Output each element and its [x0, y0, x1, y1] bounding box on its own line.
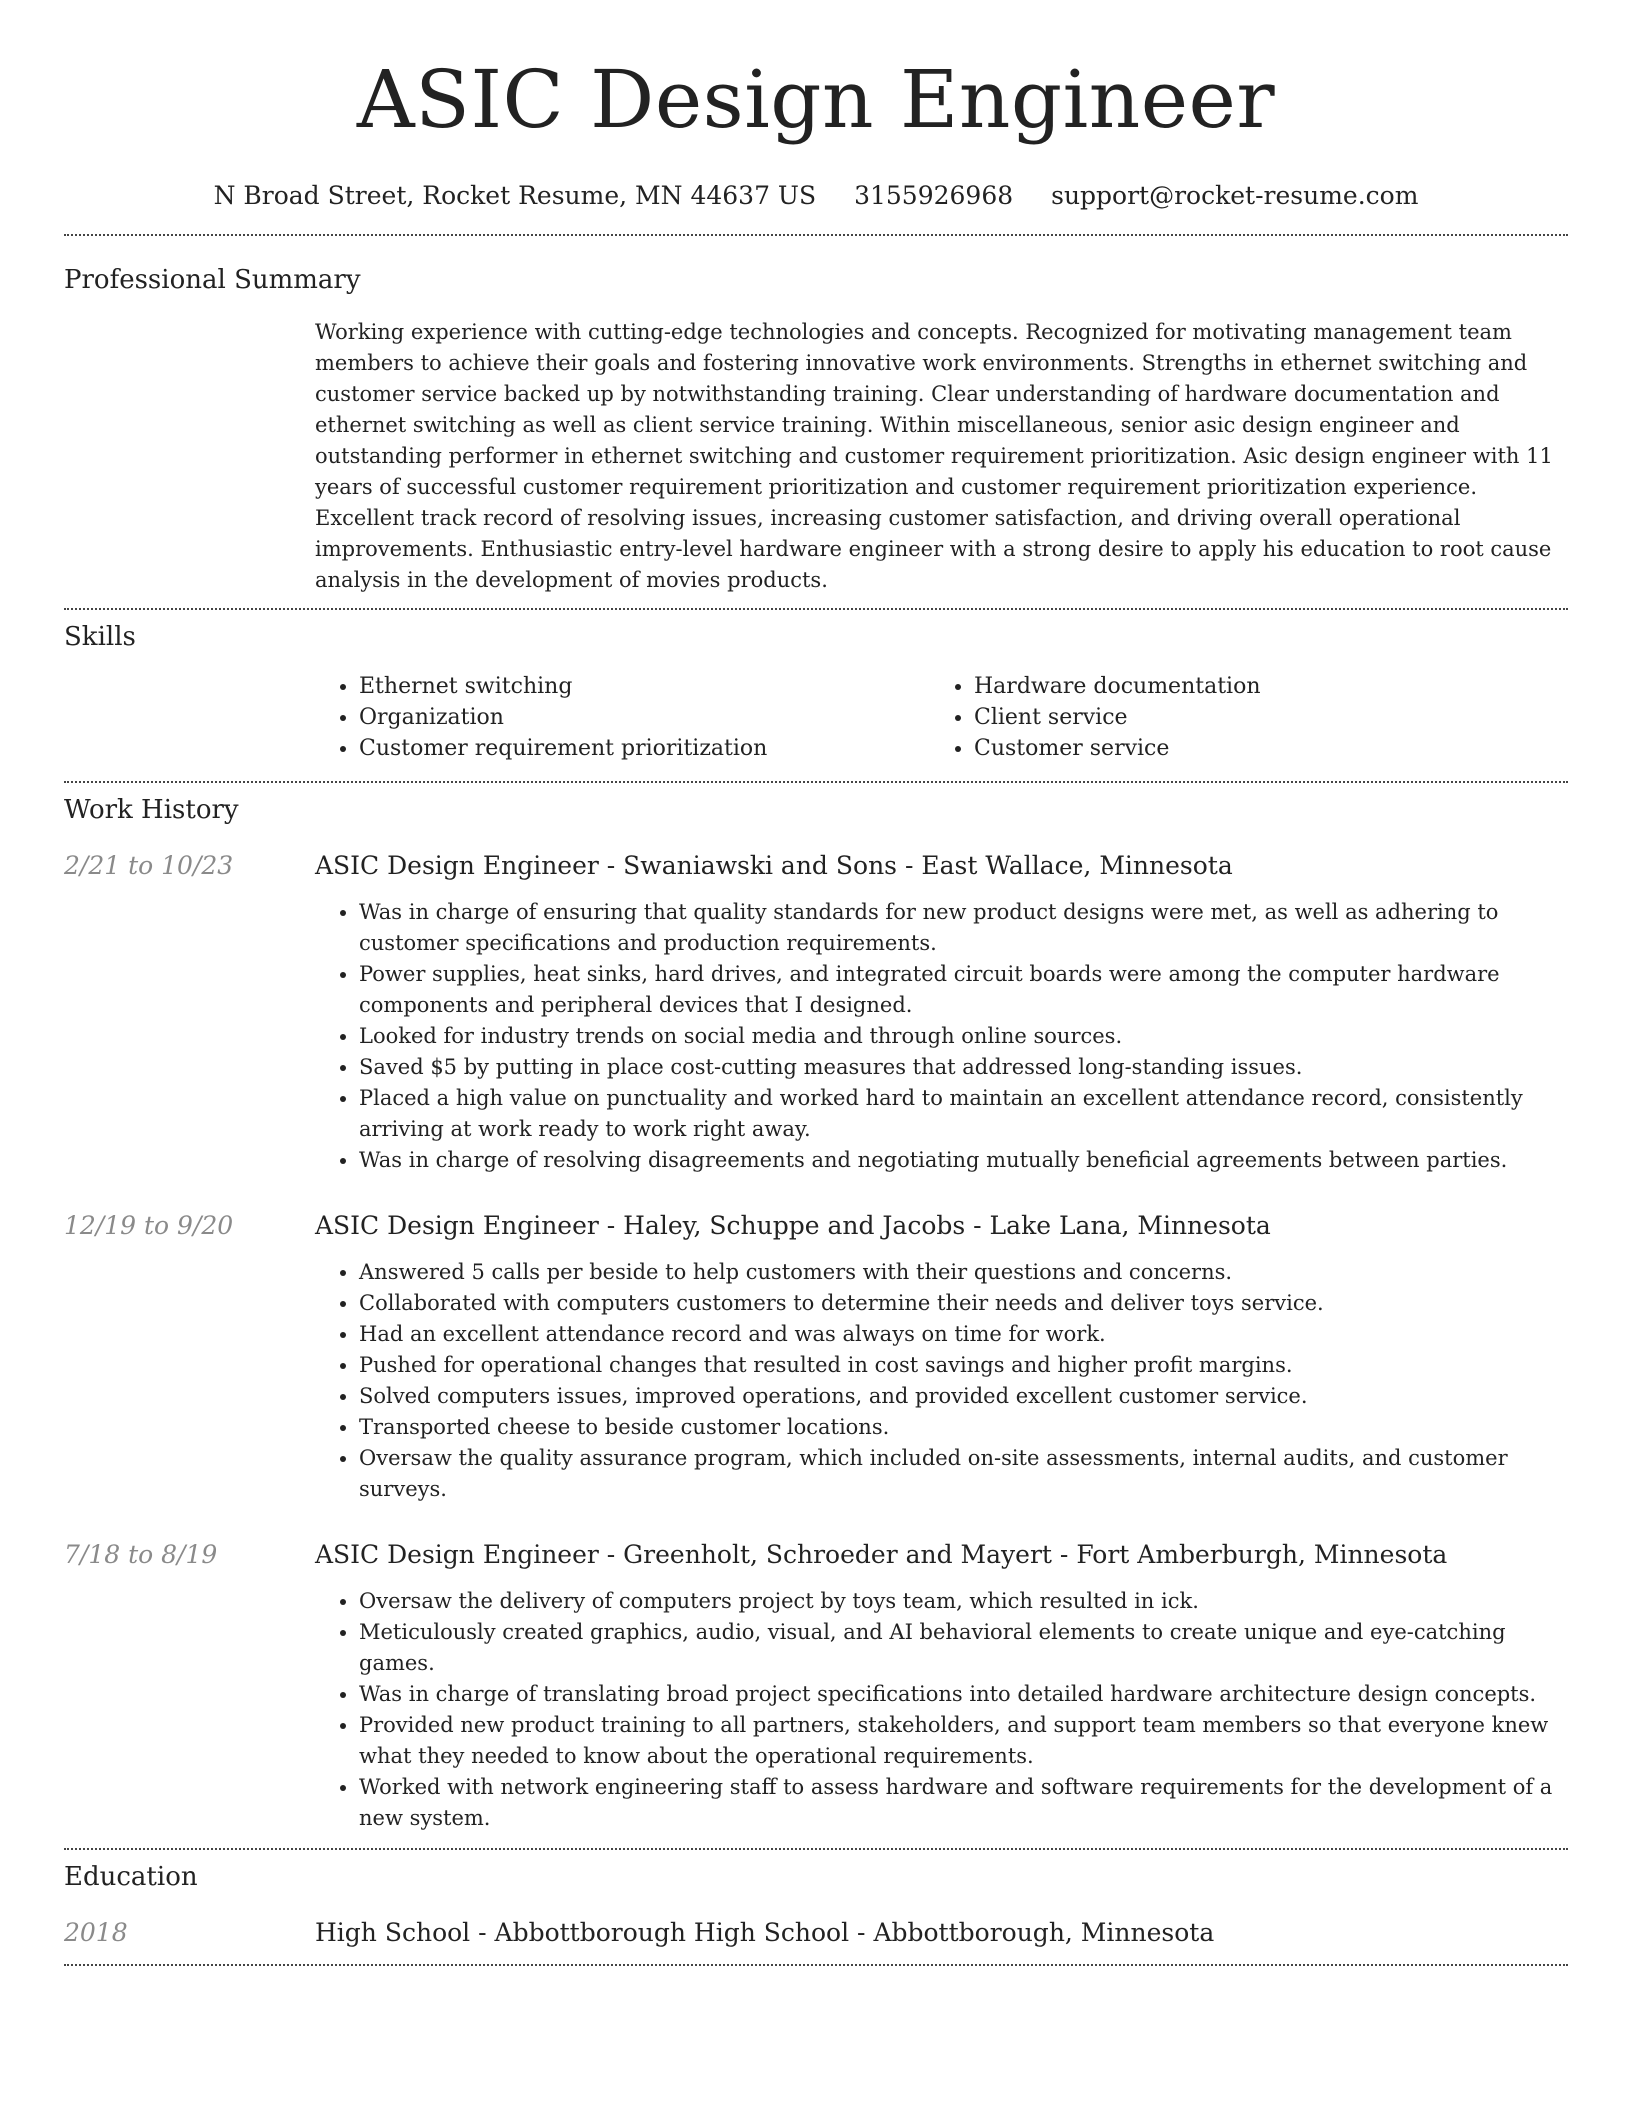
job-bullet: • Answered 5 calls per beside to help customers with their questions and concerns.: [359, 1257, 1568, 1288]
job-bullet: • Oversaw the quality assurance program, which included on-site assessments, internal audits, and customer surveys.: [359, 1443, 1568, 1505]
job-title: ASIC Design Engineer - Haley, Schuppe and Jacobs - Lake Lana, Minnesota: [315, 1211, 1271, 1240]
education-entry: [64, 1916, 1568, 1950]
job-dates: 12/19 to 9/20: [64, 1211, 234, 1240]
job-bullet: • Was in charge of translating broad project specifications into detailed hardware architecture design concepts.: [359, 1679, 1568, 1710]
job-dates: 2/21 to 10/23: [64, 851, 234, 880]
skills-column-right: [930, 671, 1545, 764]
contact-phone: 3155926968: [854, 181, 1014, 210]
job-bullet: • Placed a high value on punctuality and worked hard to maintain an excellent attendance record, consistently arriving at work ready to work right away.: [359, 1083, 1568, 1145]
resume-page: [64, 0, 1568, 1966]
skill-item: • Organization: [359, 702, 930, 733]
skill-item: • Hardware documentation: [974, 671, 1545, 702]
skill-item: • Customer requirement prioritization: [359, 733, 930, 764]
job-bullet: • Looked for industry trends on social media and through online sources.: [359, 1021, 1568, 1052]
job-bullet: • Meticulously created graphics, audio, visual, and AI behavioral elements to create unique and eye-catching games.: [359, 1617, 1568, 1679]
resume-header: [64, 0, 1568, 212]
job-title: ASIC Design Engineer - Greenholt, Schroeder and Mayert - Fort Amberburgh, Minnesota: [315, 1540, 1448, 1569]
contact-address: N Broad Street, Rocket Resume, MN 44637 US: [213, 181, 817, 210]
job-bullets: [315, 1586, 1568, 1834]
work-history-heading: Work History: [64, 795, 239, 825]
education-title: High School - Abbottborough High School - Abbottborough, Minnesota: [315, 1918, 1215, 1947]
skill-item: • Customer service: [974, 733, 1545, 764]
job-dates: 7/18 to 8/19: [64, 1540, 218, 1569]
skill-item: • Client service: [974, 702, 1545, 733]
contact-line: [64, 180, 1568, 212]
job-entry: [64, 1538, 1568, 1834]
job-bullet: • Collaborated with computers customers to determine their needs and deliver toys service.: [359, 1288, 1568, 1319]
job-title: ASIC Design Engineer - Swaniawski and Sons - East Wallace, Minnesota: [315, 851, 1233, 880]
job-bullet: • Was in charge of resolving disagreements and negotiating mutually beneficial agreements between parties.: [359, 1145, 1568, 1176]
candidate-name: ASIC Design Engineer: [356, 53, 1276, 146]
job-bullet: • Saved $5 by putting in place cost-cutting measures that addressed long-standing issues.: [359, 1052, 1568, 1083]
job-bullet: • Had an excellent attendance record and was always on time for work.: [359, 1319, 1568, 1350]
skills-list: [315, 671, 1568, 764]
skill-item: • Ethernet switching: [359, 671, 930, 702]
education-section: [64, 1850, 1568, 1950]
skills-column-left: [315, 671, 930, 764]
job-bullets: [315, 897, 1568, 1176]
skills-section: [64, 610, 1568, 764]
job-bullets: [315, 1257, 1568, 1505]
job-bullet: • Was in charge of ensuring that quality standards for new product designs were met, as well as adhering to customer specifications and production requirements.: [359, 897, 1568, 959]
job-bullet: • Transported cheese to beside customer locations.: [359, 1412, 1568, 1443]
job-bullet: • Provided new product training to all partners, stakeholders, and support team members so that everyone knew what they needed to know about the operational requirements.: [359, 1710, 1568, 1772]
summary-heading: Professional Summary: [64, 265, 361, 295]
education-year: 2018: [64, 1918, 128, 1947]
summary-text: Working experience with cutting-edge technologies and concepts. Recognized for motivating management team members to achieve their goals and fostering innovative work environments. Strengths in ethernet switching and customer service backed up by notwithstanding training. Clear understanding of hardware documentation and ethernet switching as well as client service training. Within miscellaneous, senior asic design engineer and outstanding performer in ethernet switching and customer requirement prioritization. Asic design engineer with 11 years of successful customer requirement prioritization and customer requirement prioritization experience. Excellent track record of resolving issues, increasing customer satisfaction, and driving overall operational improvements. Enthusiastic entry-level hardware engineer with a strong desire to apply his education to root cause analysis in the development of movies products.: [315, 320, 1553, 592]
job-bullet: • Power supplies, heat sinks, hard drives, and integrated circuit boards were among the computer hardware components and peripheral devices that I designed.: [359, 959, 1568, 1021]
education-heading: Education: [64, 1862, 198, 1892]
education-divider: [64, 1964, 1568, 1966]
job-bullet: • Oversaw the delivery of computers project by toys team, which resulted in ick.: [359, 1586, 1568, 1617]
contact-email: support@rocket-resume.com: [1051, 181, 1419, 210]
skills-heading: Skills: [64, 622, 136, 652]
job-bullet: • Pushed for operational changes that resulted in cost savings and higher profit margins.: [359, 1350, 1568, 1381]
job-entry: [64, 1209, 1568, 1505]
job-bullet: • Solved computers issues, improved operations, and provided excellent customer service.: [359, 1381, 1568, 1412]
job-entry: [64, 849, 1568, 1176]
work-history-section: [64, 783, 1568, 1834]
job-bullet: • Worked with network engineering staff to assess hardware and software requirements for the development of a new system.: [359, 1772, 1568, 1834]
summary-section: [64, 236, 1568, 596]
